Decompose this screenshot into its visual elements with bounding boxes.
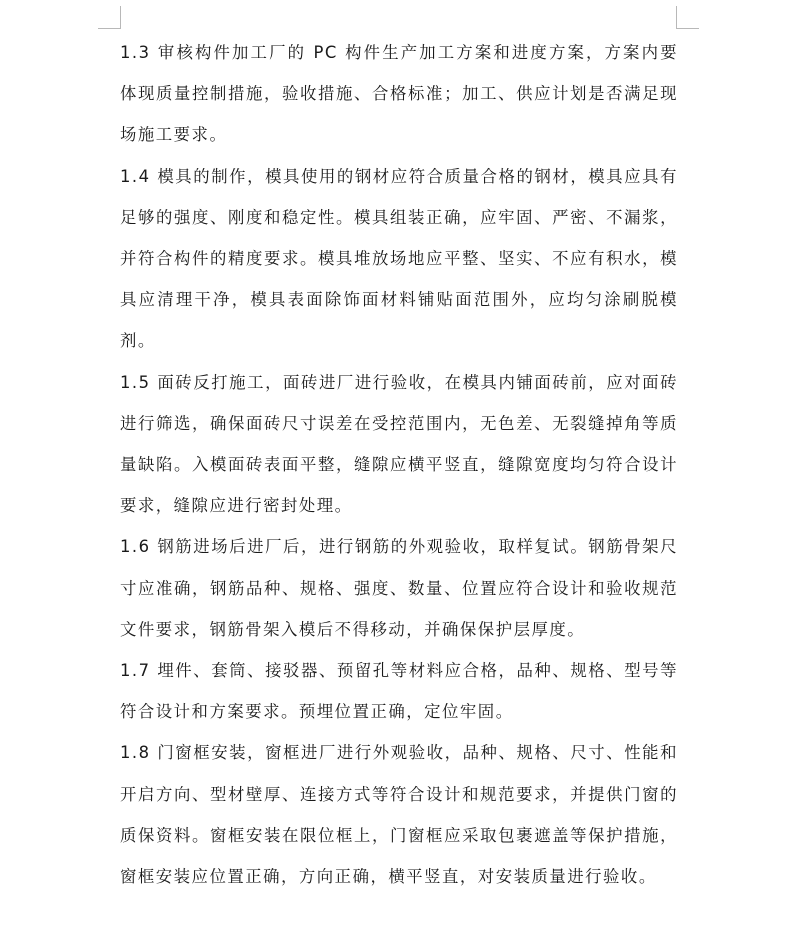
paragraph-1-8: 1.8 门窗框安装，窗框进厂进行外观验收，品种、规格、尺寸、性能和开启方向、型材壁厚、连接方式等符合设计和规范要求，并提供门窗的质保资料。窗框安装在限位框上，门窗框应采取包裹遮盖等保护措施，窗框安装应位置正确，方向正确，横平竖直，对安装质量进行验收。 — [120, 743, 678, 887]
crop-mark-top-left — [98, 6, 121, 29]
paragraph-1-6: 1.6 钢筋进场后进厂后，进行钢筋的外观验收，取样复试。钢筋骨架尺寸应准确，钢筋品种、规格、强度、数量、位置应符合设计和验收规范文件要求，钢筋骨架入模后不得移动，并确保保护层厚度。 — [120, 537, 678, 639]
paragraph-1-3: 1.3 审核构件加工厂的 PC 构件生产加工方案和进度方案，方案内要体现质量控制措施，验收措施、合格标准；加工、供应计划是否满足现场施工要求。 — [120, 43, 678, 145]
crop-mark-top-right — [676, 6, 699, 29]
paragraph-1-5: 1.5 面砖反打施工，面砖进厂进行验收，在模具内铺面砖前，应对面砖进行筛选，确保面砖尺寸误差在受控范围内，无色差、无裂缝掉角等质量缺陷。入模面砖表面平整，缝隙应横平竖直，缝隙宽度均匀符合设计要求，缝隙应进行密封处理。 — [120, 372, 678, 516]
paragraph-1-4: 1.4 模具的制作，模具使用的钢材应符合质量合格的钢材，模具应具有足够的强度、刚度和稳定性。模具组装正确，应牢固、严密、不漏浆，并符合构件的精度要求。模具堆放场地应平整、坚实、不应有积水，模具应清理干净，模具表面除饰面材料铺贴面范围外，应均匀涂刷脱模剂。 — [120, 166, 678, 351]
paragraph-1-7: 1.7 埋件、套筒、接驳器、预留孔等材料应合格，品种、规格、型号等符合设计和方案要求。预埋位置正确，定位牢固。 — [120, 661, 678, 722]
document-body[interactable] — [120, 32, 678, 897]
